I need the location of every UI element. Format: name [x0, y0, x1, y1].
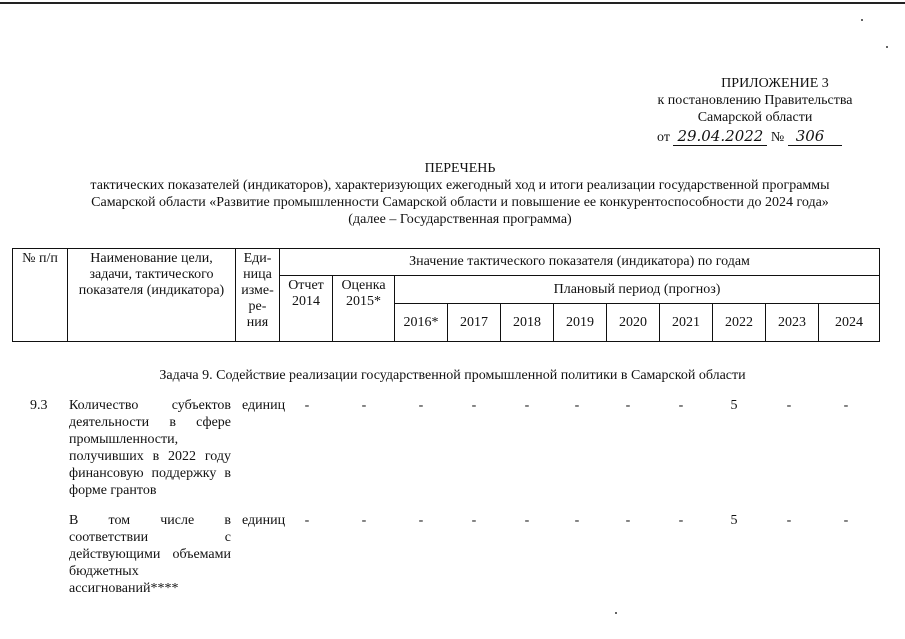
col-header-num: № п/п	[13, 249, 68, 342]
date-prefix: от	[657, 130, 670, 145]
row-value: 5	[730, 398, 738, 413]
col-header-plan: Плановый период (прогноз)	[395, 276, 880, 304]
row-unit: единиц	[242, 513, 286, 528]
row-name: Количество субъектов деятельности в сфере промышленности, получивших в 2022 году финансовую поддержку в форме грантов	[69, 398, 231, 498]
appendix-block	[635, 75, 875, 146]
col-header-year: 2020	[607, 304, 660, 342]
row-value: -	[678, 513, 684, 528]
appendix-line-2: Самарской области	[697, 110, 813, 125]
row-value: -	[786, 398, 792, 413]
col-header-year: 2022	[713, 304, 766, 342]
heading-line-2: Самарской области «Развитие промышленности Самарской области и повышение ее конкурентоспособности до 2024 года»	[91, 195, 829, 210]
col-header-year: 2021	[660, 304, 713, 342]
col-header-year: 2017	[448, 304, 501, 342]
col-header-year: 2024	[819, 304, 880, 342]
row-value: -	[361, 398, 367, 413]
row-value: -	[418, 513, 424, 528]
scan-speck	[615, 612, 617, 614]
date-value: 29.04.2022	[673, 127, 767, 146]
row-value: -	[471, 513, 477, 528]
scan-speck	[886, 46, 888, 48]
col-header-year: 2023	[766, 304, 819, 342]
appendix-date-line	[635, 128, 875, 146]
col-header-values: Значение тактического показателя (индикатора) по годам	[280, 249, 880, 276]
row-value: -	[786, 513, 792, 528]
row-value: -	[524, 398, 530, 413]
col-header-report: Отчет 2014	[280, 276, 333, 342]
row-value: -	[843, 398, 849, 413]
number-prefix: №	[770, 130, 785, 145]
row-value: -	[574, 398, 580, 413]
task-title: Задача 9. Содействие реализации государственной промышленной политики в Самарской области	[159, 368, 746, 383]
heading-line-3: (далее – Государственная программа)	[348, 212, 572, 227]
row-value: -	[304, 513, 310, 528]
indicators-table-header	[12, 248, 880, 342]
scan-top-border	[0, 2, 905, 4]
row-value: -	[471, 398, 477, 413]
row-value: -	[361, 513, 367, 528]
heading-title: ПЕРЕЧЕНЬ	[424, 161, 496, 176]
row-value: -	[524, 513, 530, 528]
row-value: -	[843, 513, 849, 528]
appendix-line-1: к постановлению Правительства	[657, 93, 853, 108]
row-unit: единиц	[242, 398, 286, 413]
row-value: -	[574, 513, 580, 528]
row-number: 9.3	[30, 398, 48, 413]
row-value: -	[678, 398, 684, 413]
heading-line-1: тактических показателей (индикаторов), характеризующих ежегодный ход и итоги реализации государственной программы	[90, 178, 830, 193]
col-header-year: 2016*	[395, 304, 448, 342]
row-value: 5	[730, 513, 738, 528]
number-value: 306	[788, 127, 843, 146]
row-value: -	[304, 398, 310, 413]
row-name: В том числе в соответствии с действующими объемами бюджетных ассигнований****	[69, 513, 231, 596]
col-header-year: 2018	[501, 304, 554, 342]
col-header-name: Наименование цели, задачи, тактического показателя (индикатора)	[68, 249, 236, 342]
scan-speck	[861, 19, 863, 21]
row-value: -	[625, 513, 631, 528]
row-value: -	[418, 398, 424, 413]
row-value: -	[625, 398, 631, 413]
col-header-estimate: Оценка 2015*	[333, 276, 395, 342]
col-header-year: 2019	[554, 304, 607, 342]
appendix-title: ПРИЛОЖЕНИЕ 3	[721, 76, 829, 91]
col-header-unit: Еди-ница изме-ре-ния	[236, 249, 280, 342]
document-heading	[0, 160, 905, 228]
